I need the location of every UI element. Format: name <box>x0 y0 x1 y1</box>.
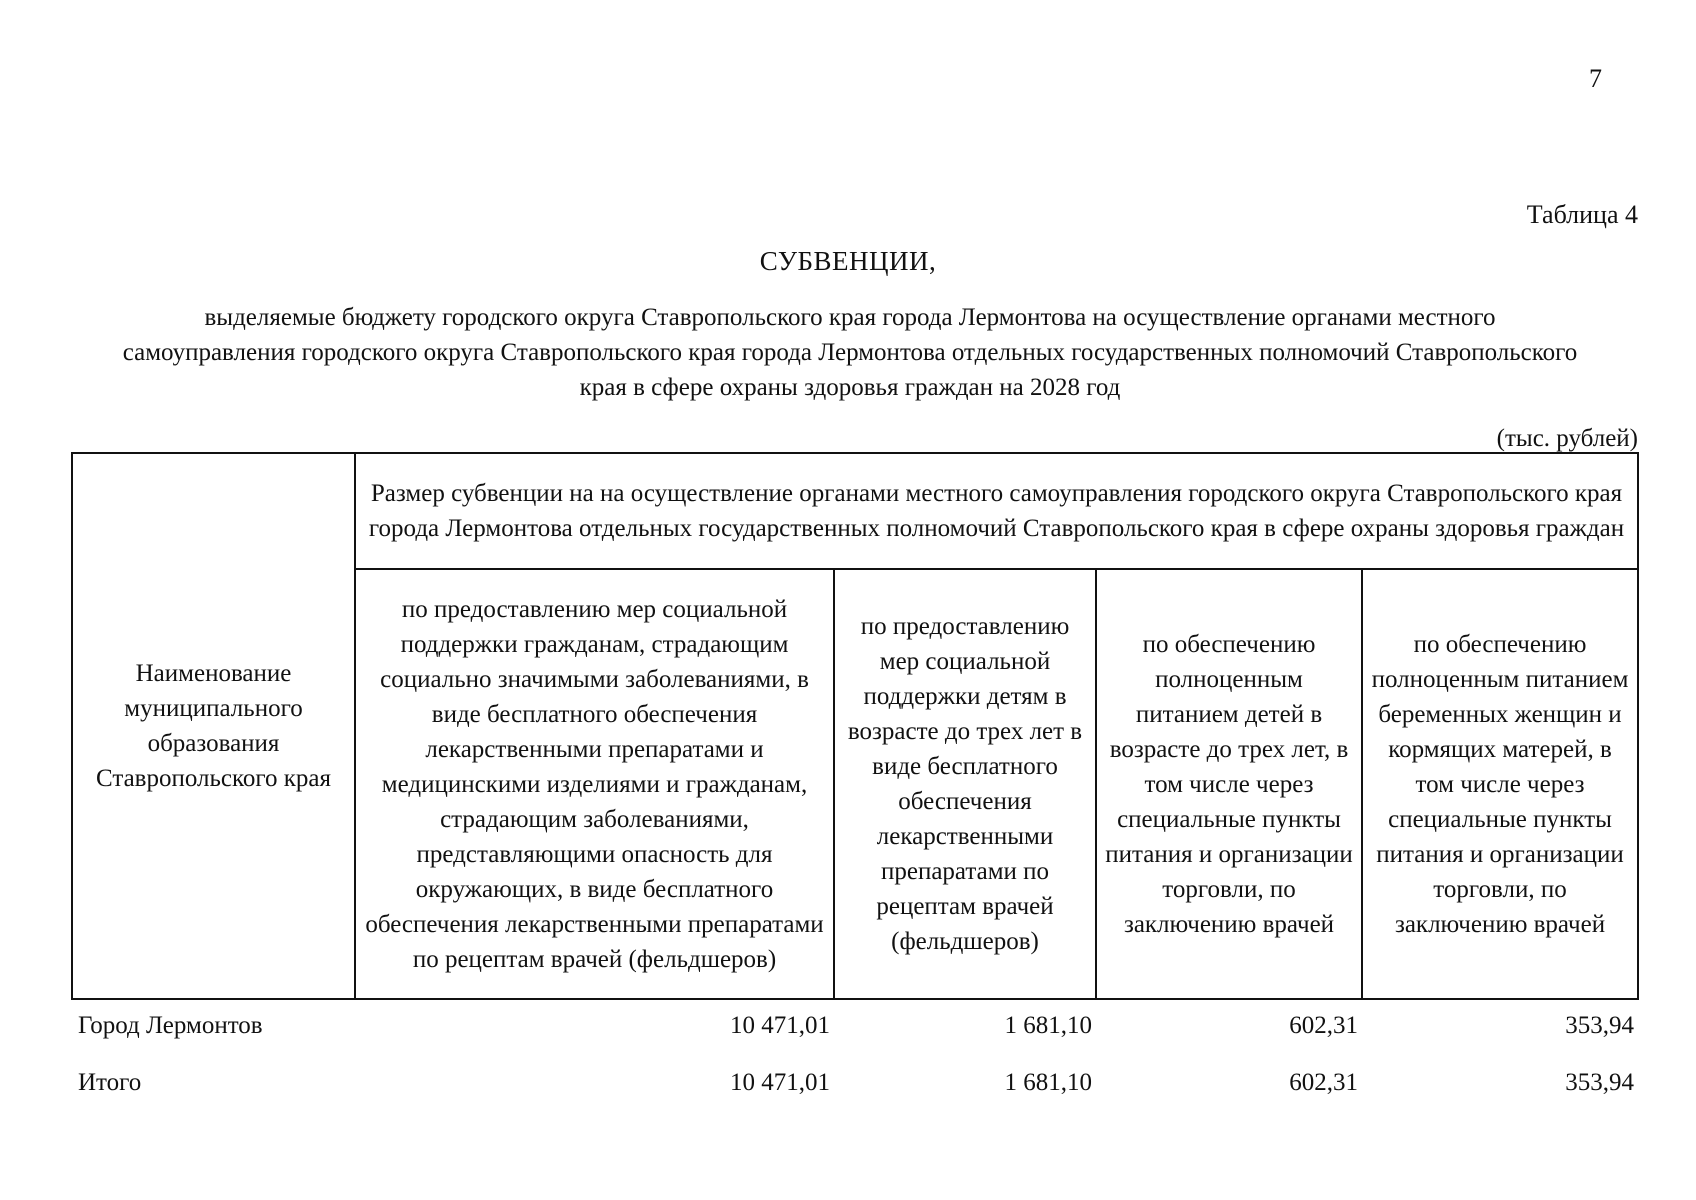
cell-value: 1 681,10 <box>1004 1069 1092 1096</box>
table-label: Таблица 4 <box>1526 200 1638 229</box>
cell-value: 10 471,01 <box>730 1012 830 1039</box>
row-name: Город Лермонтов <box>78 1012 263 1039</box>
row-name: Итого <box>78 1069 142 1096</box>
table-row-total <box>72 1048 1638 1118</box>
cell-value: 602,31 <box>1289 1069 1358 1096</box>
units-note: (тыс. рублей) <box>1496 425 1638 452</box>
subheader-children-nutrition: по обеспечению полноценным питанием детей в возрасте до трех лет, в том числе через специальные пункты питания и организации торговли, по заключению врачей <box>1096 569 1362 999</box>
page-number: 7 <box>1589 64 1602 93</box>
cell-value: 353,94 <box>1565 1069 1635 1096</box>
cell-value: 602,31 <box>1289 1012 1358 1039</box>
document-title: СУБВЕНЦИИ, <box>759 246 937 276</box>
cell-value: 1 681,10 <box>1004 1012 1092 1039</box>
subsidies-table <box>71 452 1639 1118</box>
cell-value: 10 471,01 <box>730 1069 830 1096</box>
subheader-social-diseases: по предоставлению мер социальной поддержки гражданам, страдающим социально значимыми заболеваниями, в виде бесплатного обеспечения лекарственными препаратами и медицинскими изделиями и гражданам, страдающим заболеваниями, представляющими опасность для окружающих, в виде бесплатного обеспечения лекарственными препаратами по рецептам врачей (фельдшеров) <box>355 569 834 999</box>
subsidy-group-header: Размер субвенции на на осуществление органами местного самоуправления городского округа Ставропольского края города Лермонтова отдельных государственных полномочий Ставропольского края в сфере охраны здоровья граждан <box>355 453 1638 569</box>
subheader-children-medicines: по предоставлению мер социальной поддержки детям в возрасте до трех лет в виде бесплатного обеспечения лекарственными препаратами по рецептам врачей (фельдшеров) <box>834 569 1096 999</box>
municipality-column-header: Наименование муниципального образования Ставропольского края <box>72 453 355 999</box>
subheader-mothers-nutrition: по обеспечению полноценным питанием беременных женщин и кормящих матерей, в том числе через специальные пункты питания и организации торговли, по заключению врачей <box>1362 569 1638 999</box>
document-subtitle: выделяемые бюджету городского округа Ставропольского края города Лермонтова на осуществление органами местного самоуправления городского округа Ставропольского края города Лермонтова отдельных государственных полномочий Ставропольского края в сфере охраны здоровья граждан на 2028 год <box>122 304 1578 401</box>
cell-value: 353,94 <box>1565 1012 1635 1039</box>
table-row <box>72 1004 1638 1048</box>
